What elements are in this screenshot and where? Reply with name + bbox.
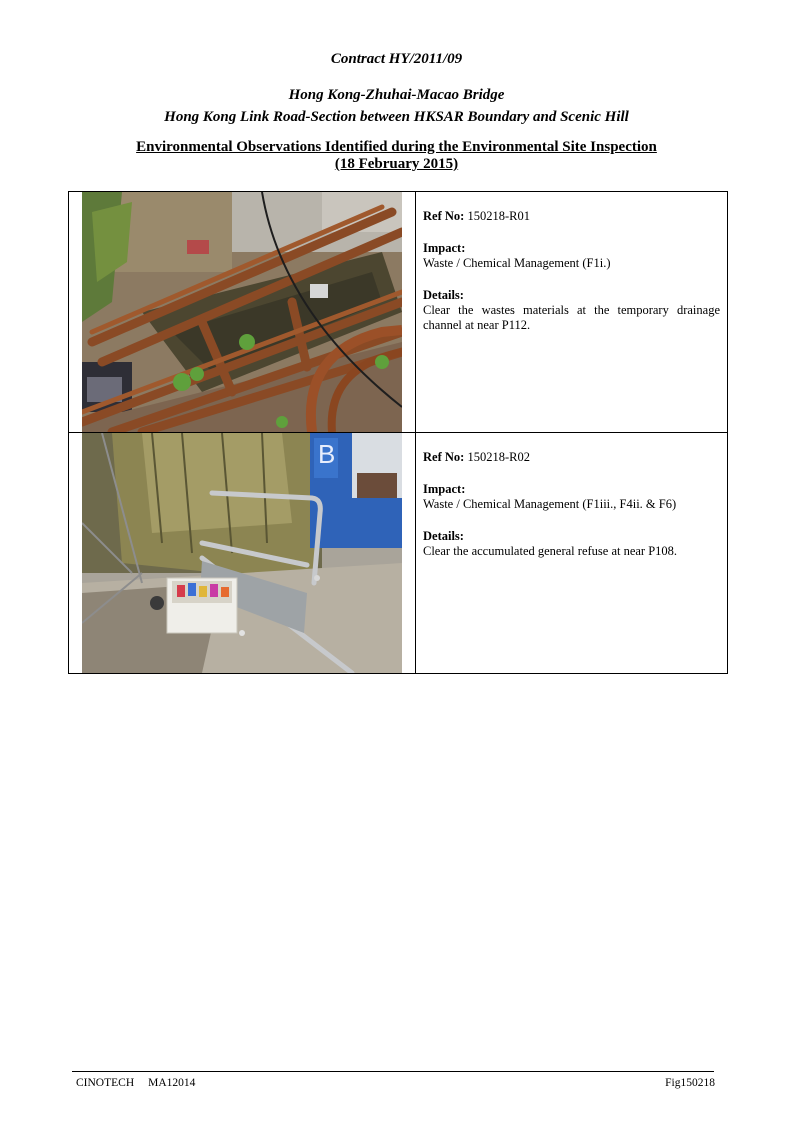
impact-label: Impact: [423, 241, 466, 255]
site-photo-drainage-channel [82, 192, 402, 432]
photo-cell [69, 192, 416, 433]
impact-label: Impact: [423, 482, 466, 496]
document-title-line-1: Environmental Observations Identified during the Environmental Site Inspection [136, 139, 657, 155]
footer-doc-code: MA12014 [148, 1077, 196, 1089]
impact-value: Waste / Chemical Management (F1i.) [423, 256, 611, 270]
details-label: Details: [423, 529, 464, 543]
document-title-line-2: (18 February 2015) [334, 156, 459, 172]
impact-field [423, 241, 720, 271]
details-value: Clear the accumulated general refuse at near P108. [423, 544, 678, 558]
observation-row [69, 192, 728, 433]
observations-table [68, 191, 728, 674]
footer-left [76, 1077, 195, 1089]
photo-cell [69, 433, 416, 674]
details-field [423, 288, 720, 333]
ref-no-label: Ref No: [423, 450, 465, 464]
impact-value: Waste / Chemical Management (F1iii., F4ii. & F6) [423, 497, 677, 511]
ref-no-field [423, 450, 720, 465]
ref-no-value: 150218-R02 [467, 450, 530, 464]
project-name-line-2: Hong Kong Link Road-Section between HKSAR Boundary and Scenic Hill [164, 109, 629, 125]
details-value: Clear the wastes materials at the temporary drainage channel at near P112. [423, 303, 720, 332]
details-label: Details: [423, 288, 464, 302]
observation-row [69, 433, 728, 674]
container-marking: B [318, 439, 336, 469]
observation-details-cell [416, 433, 728, 674]
document-header [0, 50, 793, 173]
ref-no-value: 150218-R01 [467, 209, 530, 223]
contract-number: Contract HY/2011/09 [330, 51, 463, 67]
site-photo-refuse-area [82, 433, 402, 673]
impact-field [423, 482, 720, 512]
ref-no-label: Ref No: [423, 209, 465, 223]
footer-figure-number: Fig150218 [665, 1077, 715, 1089]
details-field [423, 529, 720, 559]
project-name-line-1: Hong Kong-Zhuhai-Macao Bridge [288, 87, 505, 103]
observation-details-cell [416, 192, 728, 433]
footer-divider [72, 1071, 714, 1072]
footer-company: CINOTECH [76, 1077, 135, 1089]
ref-no-field [423, 209, 720, 224]
